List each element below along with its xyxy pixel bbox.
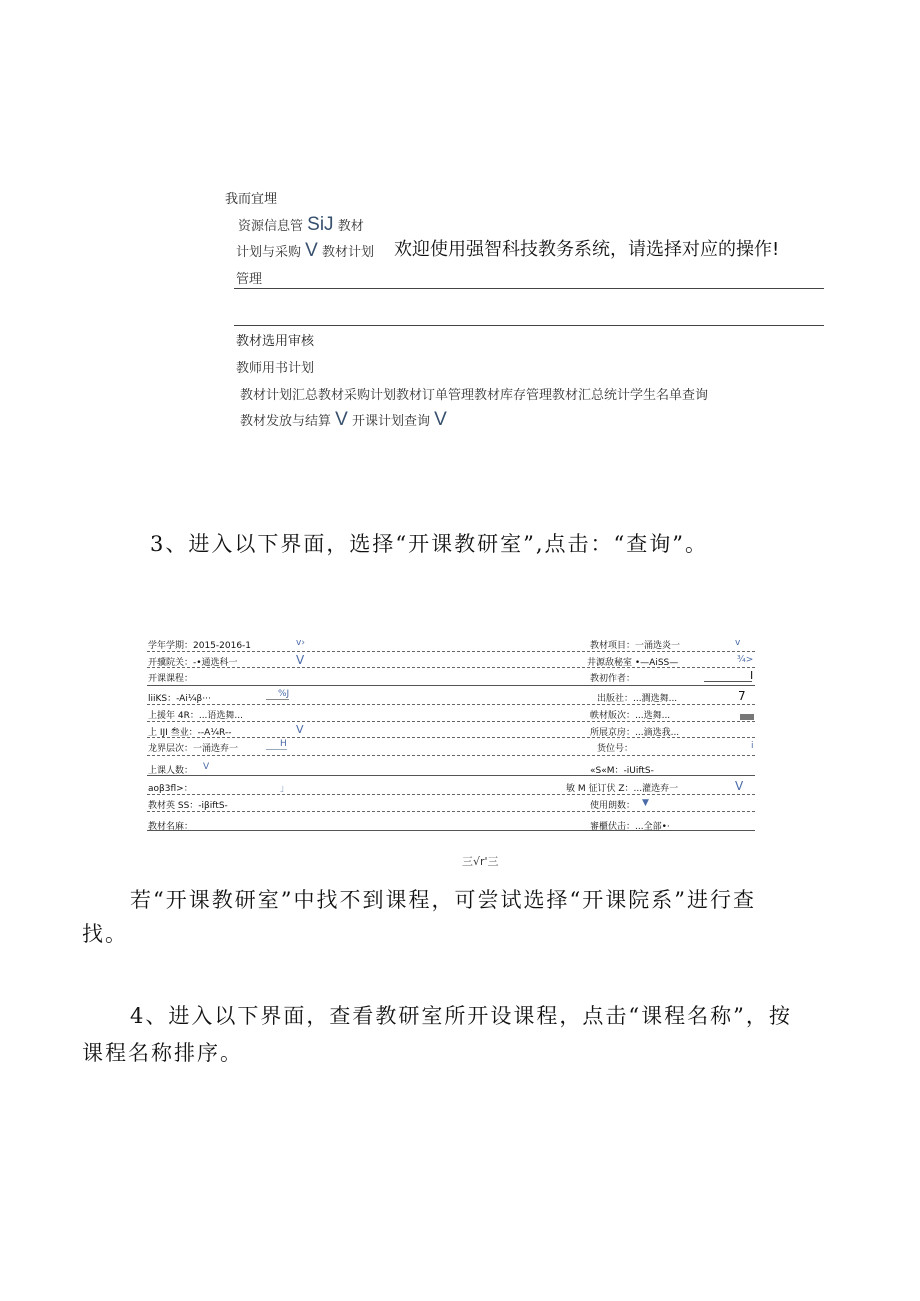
field-office-label: 井源敌秘室 •—AiSS—: [587, 658, 679, 668]
note-line-1: 若“开课教研室”中找不到课程，可尝试选择“开课院系”进行查: [130, 888, 756, 912]
field-author-end: I: [750, 669, 754, 682]
menu-row-planning[interactable]: [236, 240, 374, 262]
chevron-down-icon: V: [434, 409, 447, 430]
field-course-label: 开课课程：: [148, 674, 194, 684]
field-major-label: 上 IJI 叁业：--A¼R--: [148, 728, 232, 738]
field-type-label: 教材英 SS：-iβiftS-: [148, 801, 228, 811]
field-edition-label: 帙材版次：...选舞...: [590, 711, 671, 721]
field-campus-label: 所展京房：...滴选我...: [590, 728, 680, 738]
field-publisher-label: 出版社：...澗选舞...: [597, 694, 678, 704]
form-row-divider: [147, 651, 755, 652]
divider-top: [234, 288, 824, 289]
menu-item-teacher-books[interactable]: 教师用书计划: [236, 361, 315, 376]
form-row-divider: [147, 667, 755, 668]
divider-bottom: [234, 325, 824, 326]
query-button[interactable]: 三√r'三: [462, 855, 499, 868]
menu-row-planning-label: 计划与采购: [236, 245, 302, 260]
step3-text: 3、进入以下界面，选择“开课教研室”,点击：“查询”。: [150, 532, 708, 556]
menu-item-distribution[interactable]: 教材发放与结算: [240, 414, 332, 429]
menu-row-resources[interactable]: [238, 214, 364, 236]
menu-item-links[interactable]: 教材计划汇总教材采购计划教材订单管理教材库存管理教材汇总统计学生名单查询: [240, 388, 709, 403]
step4-line-1: 4、进入以下界面，查看教研室所开设课程，点击“课程名称”，按: [130, 1004, 792, 1028]
menu-row-resources-mark: SiJ: [307, 214, 334, 235]
field-semester-count-label: 使用朗数：: [590, 801, 636, 811]
field-project-label: 教材项目：一涌选炎一: [590, 641, 681, 651]
menu-item-course-plan-query[interactable]: 开课计划查询: [351, 414, 430, 429]
dropdown-arrow-icon[interactable]: ▼: [642, 798, 649, 808]
field-college-select[interactable]: V: [296, 653, 305, 667]
menu-row-resources-tail: 教材: [337, 219, 364, 234]
field-ms-label: «S«M：-iUiftS-: [590, 766, 654, 776]
menu-row-distribution[interactable]: [240, 409, 447, 431]
note-line-2: 找。: [82, 922, 128, 946]
menu-row-manage[interactable]: 管理: [236, 272, 263, 287]
menu-header: 我而宜埋: [225, 192, 278, 207]
field-ao-select[interactable]: 」: [280, 784, 290, 794]
form-row-divider: [147, 830, 755, 831]
field-publisher-select[interactable]: 7: [738, 689, 746, 703]
form-row-divider: [147, 811, 755, 812]
field-college-label: 开骥院关：-•通选科一: [148, 658, 238, 668]
form-row-divider: [147, 685, 755, 686]
step4-line-2: 课程名称排序。: [82, 1041, 243, 1065]
form-row-divider: [147, 721, 755, 722]
field-edition-select[interactable]: [740, 714, 754, 720]
welcome-message: 欢迎使用强智科技教务系统，请选择对应的操作!: [394, 239, 780, 260]
form-row-divider: [147, 704, 755, 705]
form-row-divider: [147, 775, 755, 776]
field-level-label: 龙界层次：一涌选弃一: [148, 744, 239, 754]
field-location-input[interactable]: i: [751, 741, 754, 751]
field-author-input[interactable]: [704, 681, 752, 682]
form-row-divider: [147, 737, 755, 738]
field-audit-label: 審櫃伏击：...全部•·: [590, 822, 670, 832]
field-level-select[interactable]: H: [266, 739, 287, 750]
field-major-select[interactable]: V: [296, 723, 304, 736]
field-name-label: 教材名麻：: [148, 822, 194, 832]
field-term-select[interactable]: v›: [296, 638, 305, 648]
field-project-select[interactable]: v: [735, 638, 741, 648]
field-year-label: 上援年 4R：...语选舞...: [148, 711, 244, 721]
menu-row-planning-tail: 教材计划: [321, 245, 374, 260]
field-location-label: 货位号：: [597, 744, 634, 754]
field-author-label: 教初作者：: [590, 674, 636, 684]
menu-section-review[interactable]: 教材选用审核: [236, 334, 315, 349]
chevron-down-icon: V: [335, 409, 348, 430]
field-students-select[interactable]: V: [203, 762, 210, 772]
field-students-label: 上课人数：: [148, 766, 194, 776]
chevron-down-icon: V: [305, 240, 318, 261]
field-ks-label: liiKS：-Ai¼β···: [148, 694, 211, 704]
field-ks-select[interactable]: %J: [266, 689, 289, 700]
form-row-divider: [147, 755, 755, 756]
field-order-status-select[interactable]: V: [735, 779, 744, 793]
field-ao-label: aoβ3fl>：: [148, 784, 193, 794]
field-order-status-label: 敏 M 征订伏 Z：...灌选弃一: [566, 784, 679, 794]
field-term-label: 学年学期：2015-2016-1: [148, 641, 252, 651]
field-office-select[interactable]: ¾>: [737, 655, 754, 665]
form-row-divider: [147, 794, 755, 795]
menu-row-resources-label: 资源信息管: [238, 219, 304, 234]
